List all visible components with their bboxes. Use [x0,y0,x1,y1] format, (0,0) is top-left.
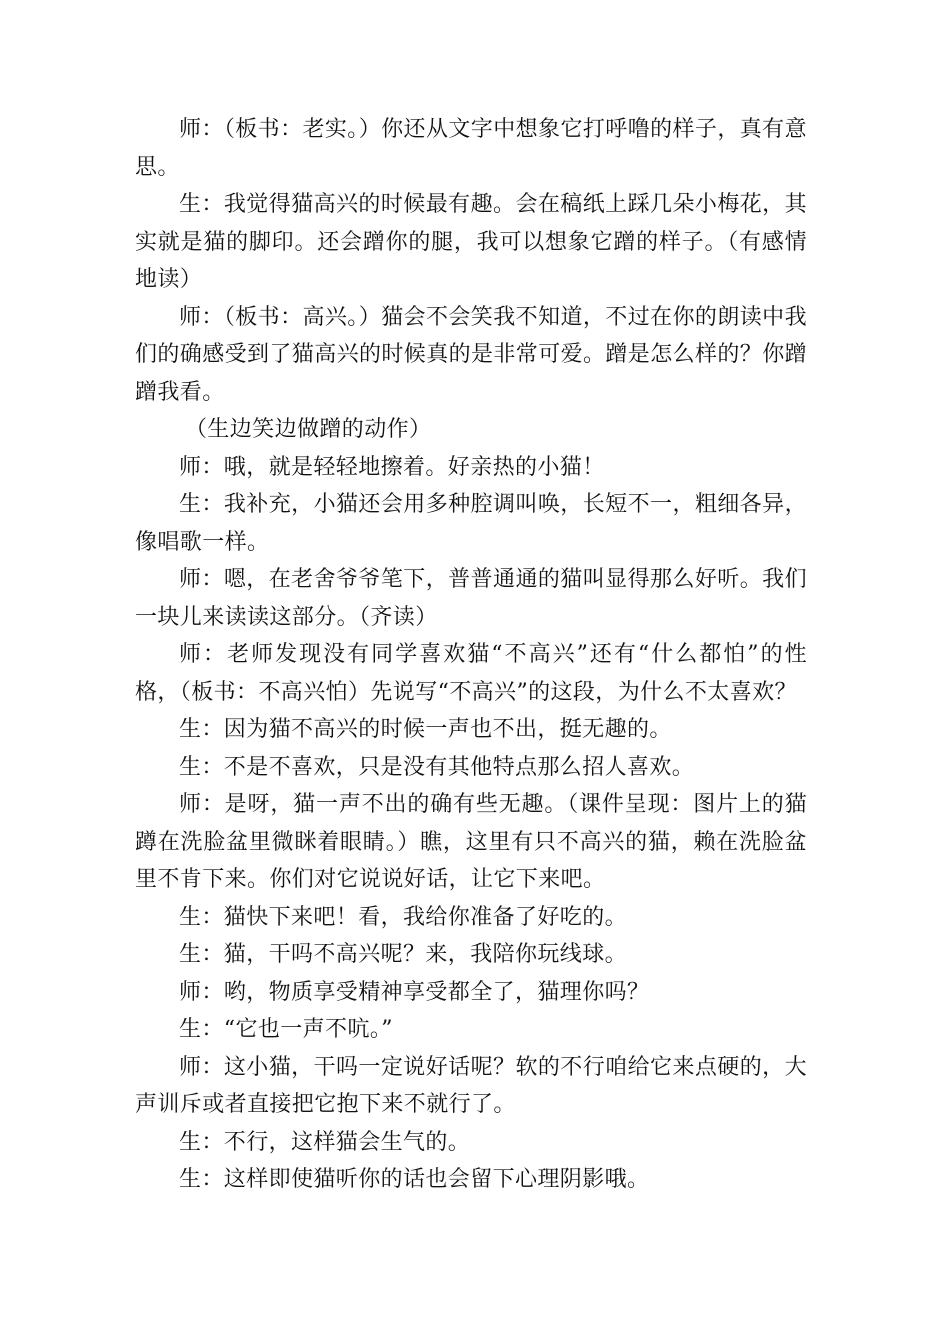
paragraph-student: 生：这样即使猫听你的话也会留下心理阴影哦。 [179,1167,650,1192]
paragraph-student: 生：我补充，小猫还会用多种腔调叫唤，长短不一，粗细各异，像唱歌一样。 [135,492,807,555]
stage-direction: （生边笑边做蹭的动作） [185,417,432,442]
paragraph-teacher: 师：（板书：老实。）你还从文字中想象它打呼噜的样子，真有意思。 [135,117,807,180]
paragraph-student: 生：猫，干吗不高兴呢？来，我陪你玩线球。 [179,942,628,967]
paragraph-teacher: 师：嗯，在老舍爷爷笔下，普普通通的猫叫显得那么好听。我们一块儿来读读这部分。（齐读） [135,567,807,630]
paragraph-teacher: 师：哦，就是轻轻地擦着。好亲热的小猫！ [179,454,605,480]
paragraph-student: 生：猫快下来吧！看，我给你准备了好吃的。 [179,904,628,930]
paragraph-student: 生：我觉得猫高兴的时候最有趣。会在稿纸上踩几朵小梅花，其实就是猫的脚印。还会蹭你的腿，我可以想象它蹭的样子。（有感情地读） [135,192,807,292]
paragraph-teacher: 师：哟，物质享受精神享受都全了，猫理你吗？ [179,979,650,1005]
transcript-body [135,111,807,1199]
paragraph-student: 生：“它也一声不吭。” [179,1017,393,1042]
paragraph-student: 生：因为猫不高兴的时候一声也不出，挺无趣的。 [179,717,672,742]
paragraph-teacher: 师：（板书：高兴。）猫会不会笑我不知道，不过在你的朗读中我们的确感受到了猫高兴的时候真的是非常可爱。蹭是怎么样的？你蹭蹭我看。 [135,304,808,405]
paragraph-student: 生：不行，这样猫会生气的。 [179,1129,471,1155]
paragraph-teacher: 师：这小猫，干吗一定说好话呢？软的不行咱给它来点硬的，大声训斥或者直接把它抱下来不就行了。 [135,1054,807,1117]
paragraph-teacher: 师：是呀，猫一声不出的确有些无趣。（课件呈现：图片上的猫蹲在洗脸盆里微眯着眼睛。）瞧，这里有只不高兴的猫，赖在洗脸盆里不肯下来。你们对它说说好话，让它下来吧。 [135,792,807,892]
paragraph-student: 生：不是不喜欢，只是没有其他特点那么招人喜欢。 [179,754,695,780]
paragraph-teacher: 师：老师发现没有同学喜欢猫“不高兴”还有“什么都怕”的性格，（板书：不高兴怕）先说写“不高兴”的这段，为什么不太喜欢？ [135,642,807,705]
